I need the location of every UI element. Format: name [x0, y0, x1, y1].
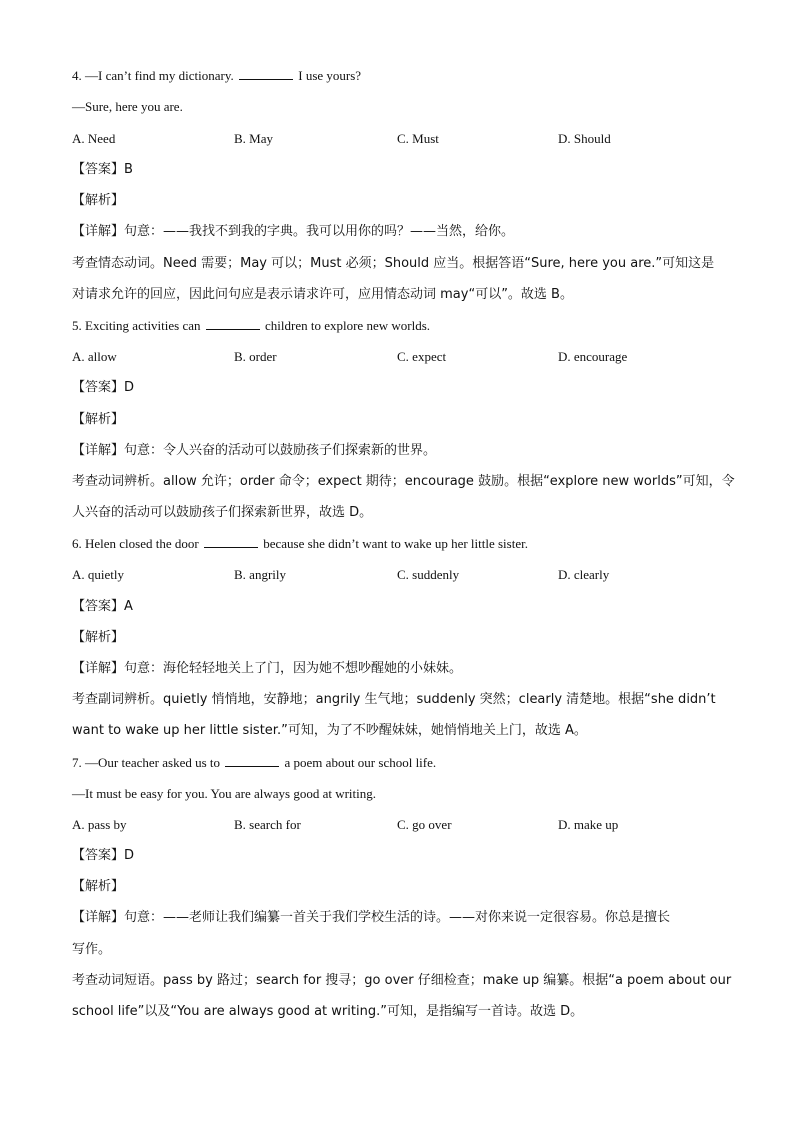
option-b: B. May — [234, 131, 273, 146]
explanation-line: want to wake up her little sister.”可知，为了不吵醒妹妹，她悄悄地关上门，故选 A。 — [72, 723, 587, 738]
question-7-stem — [72, 754, 436, 772]
question-4-stem — [72, 67, 361, 85]
stem-text: I use yours? — [298, 68, 362, 83]
stem-text: 6. Helen closed the door — [72, 536, 199, 551]
stem-text: children to explore new worlds. — [265, 318, 430, 333]
answer-label: 【答案】A — [72, 599, 133, 614]
explanation-line: 考查副词辨析。quietly 悄悄地，安静地；angrily 生气地；suddenly 突然；clearly 清楚地。根据“she didn’t — [72, 692, 716, 707]
analysis-label: 【解析】 — [72, 630, 125, 645]
explanation-line: 考查动词短语。pass by 路过；search for 搜寻；go over 仔细检查；make up 编纂。根据“a poem about our — [72, 973, 732, 988]
answer-label: 【答案】B — [72, 162, 133, 177]
option-a: A. quietly — [72, 567, 124, 582]
option-a: A. allow — [72, 349, 117, 364]
answer-label: 【答案】D — [72, 380, 135, 395]
analysis-label: 【解析】 — [72, 879, 125, 894]
option-a: A. pass by — [72, 817, 127, 832]
detail-text-continued: 写作。 — [72, 942, 112, 957]
question-6-options — [0, 566, 794, 584]
stem-text: a poem about our school life. — [284, 755, 437, 770]
stem-text: 5. Exciting activities can — [72, 318, 201, 333]
answer-blank — [204, 535, 258, 548]
question-7-reply: —It must be easy for you. You are always good at writing. — [72, 786, 377, 801]
question-7-options — [0, 816, 794, 834]
option-b: B. search for — [234, 817, 301, 832]
option-d: D. make up — [558, 817, 619, 832]
explanation-line: school life”以及“You are always good at writing.”可知，是指编写一首诗。故选 D。 — [72, 1004, 584, 1019]
stem-text: because she didn’t want to wake up her little sister. — [263, 536, 528, 551]
answer-blank — [225, 754, 279, 767]
question-6-stem — [72, 535, 528, 553]
detail-text: 【详解】句意：——老师让我们编纂一首关于我们学校生活的诗。——对你来说一定很容易。你总是擅长 — [72, 910, 671, 925]
question-4-reply: —Sure, here you are. — [72, 99, 183, 114]
explanation-line: 考查动词辨析。allow 允许；order 命令；expect 期待；encourage 鼓励。根据“explore new worlds”可知，令 — [72, 474, 735, 489]
answer-blank — [239, 67, 293, 80]
option-c: C. expect — [397, 349, 447, 364]
explanation-line: 人兴奋的活动可以鼓励孩子们探索新世界，故选 D。 — [72, 505, 373, 520]
detail-text: 【详解】句意：海伦轻轻地关上了门，因为她不想吵醒她的小妹妹。 — [72, 661, 463, 676]
analysis-label: 【解析】 — [72, 412, 125, 427]
analysis-label: 【解析】 — [72, 193, 125, 208]
option-b: B. angrily — [234, 567, 286, 582]
detail-text: 【详解】句意：——我找不到我的字典。我可以用你的吗？——当然，给你。 — [72, 224, 515, 239]
option-d: D. clearly — [558, 567, 610, 582]
stem-text: 7. —Our teacher asked us to — [72, 755, 221, 770]
answer-label: 【答案】D — [72, 848, 135, 863]
answer-blank — [206, 317, 260, 330]
question-5-options — [0, 348, 794, 366]
option-c: C. Must — [397, 131, 439, 146]
option-c: C. go over — [397, 817, 452, 832]
option-c: C. suddenly — [397, 567, 460, 582]
stem-text: 4. —I can’t find my dictionary. — [72, 68, 234, 83]
option-b: B. order — [234, 349, 277, 364]
option-d: D. Should — [558, 131, 611, 146]
question-5-stem — [72, 317, 430, 335]
question-4-options — [0, 130, 794, 148]
explanation-line: 考查情态动词。Need 需要；May 可以；Must 必须；Should 应当。根据答语“Sure, here you are.”可知这是 — [72, 256, 715, 271]
option-d: D. encourage — [558, 349, 628, 364]
option-a: A. Need — [72, 131, 116, 146]
explanation-line: 对请求允许的回应，因此问句应是表示请求许可，应用情态动词 may“可以”。故选 B。 — [72, 287, 573, 302]
detail-text: 【详解】句意：令人兴奋的活动可以鼓励孩子们探索新的世界。 — [72, 443, 437, 458]
